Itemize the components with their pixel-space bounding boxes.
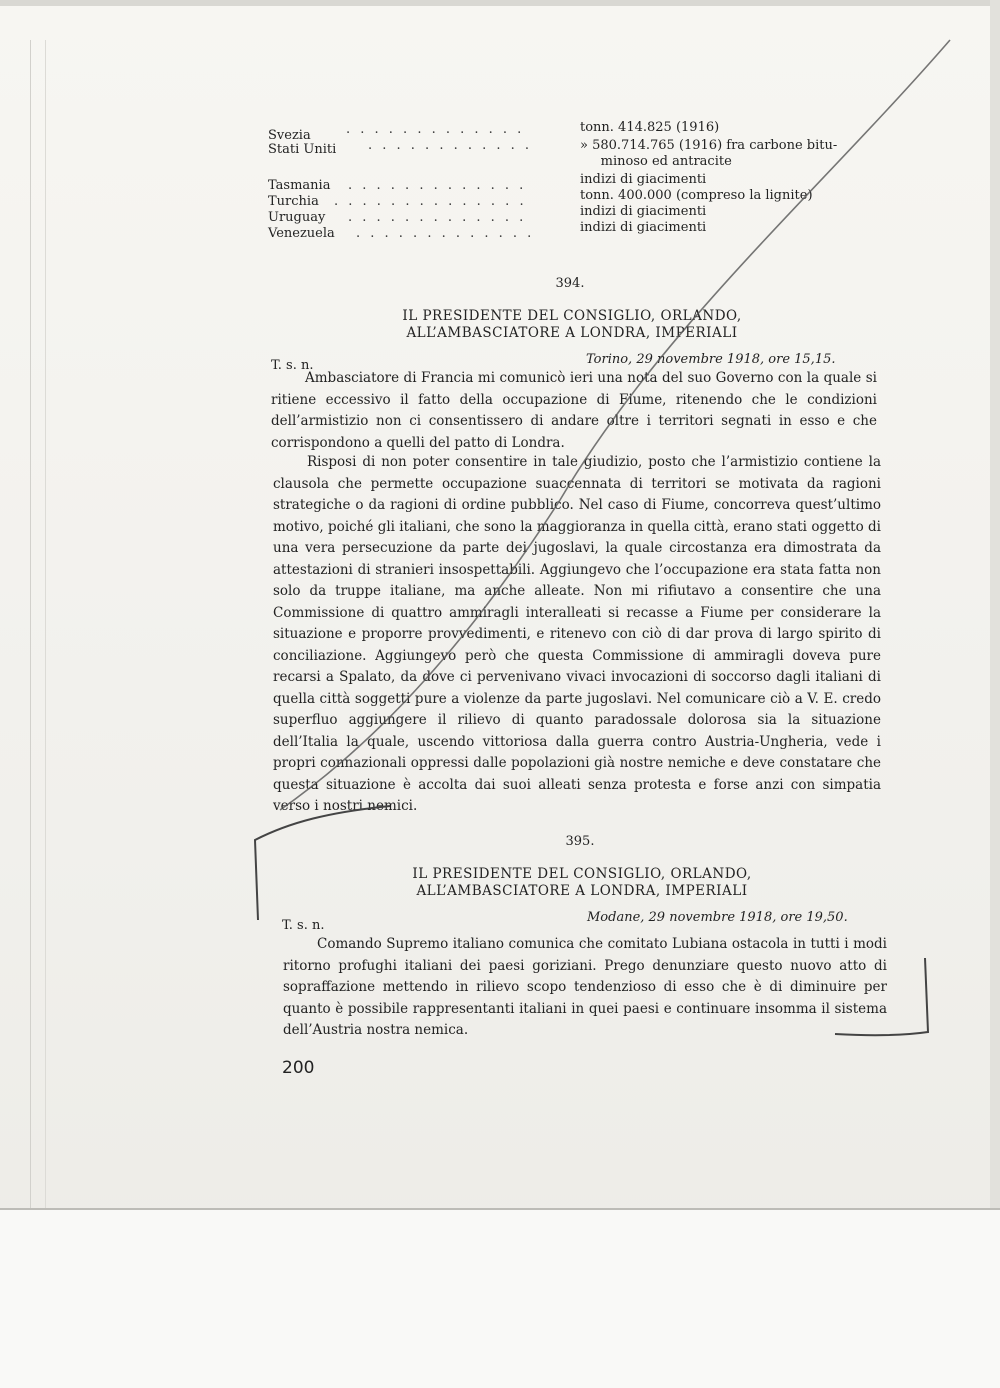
list-item [268, 186, 888, 209]
leader-dots: . . . . . . . . . . . . . [356, 226, 535, 241]
leader-dots: . . . . . . . . . . . . . [348, 210, 527, 225]
list-value: indizi di giacimenti [580, 220, 707, 235]
stacked-pages-edge [30, 40, 46, 1220]
country-name: Turchia [268, 194, 319, 209]
telegram-type: T. s. n. [271, 358, 314, 373]
page-number: 200 [282, 1058, 315, 1078]
list-value: tonn. 414.825 (1916) [580, 120, 720, 135]
dateline: Torino, 29 novembre 1918, ore 15,15. [586, 352, 836, 367]
telegram-type: T. s. n. [282, 918, 325, 933]
header-line: IL PRESIDENTE DEL CONSIGLIO, ORLANDO, [402, 308, 742, 324]
header-line: IL PRESIDENTE DEL CONSIGLIO, ORLANDO, [412, 866, 752, 882]
page-top-edge [0, 0, 1000, 6]
country-name: Tasmania [268, 178, 331, 193]
leader-dots: . . . . . . . . . . . . . . [334, 194, 527, 209]
mineral-list [268, 120, 888, 241]
paragraph: Comando Supremo italiano comunica che comitato Lubiana ostacola in tutti i modi ritorno profughi italiani dei paesi goriziani. Prego denunziare questo nuovo atto di sopraffazione mettendo in rilievo scopo tendenzioso di esso che è di diminuire per quanto è possibile rappresentanti italiani in quei paesi e continuare insomma il sistema dell’Austria nostra nemica. [283, 936, 887, 1038]
list-value: minoso ed antracite [580, 154, 732, 169]
header-line: ALL’AMBASCIATORE A LONDRA, IMPERIALI [406, 325, 738, 341]
country-name: Venezuela [268, 226, 335, 241]
list-value: indizi di giacimenti [580, 172, 707, 187]
country-name: Stati Uniti [268, 142, 337, 157]
list-value: tonn. 400.000 (compreso la lignite) [580, 188, 813, 203]
dateline: Modane, 29 novembre 1918, ore 19,50. [587, 910, 848, 925]
leader-dots: . . . . . . . . . . . . . [346, 122, 525, 137]
list-item [268, 120, 888, 143]
document-number: 395. [565, 834, 595, 849]
list-item [268, 138, 888, 157]
paragraph: Risposi di non poter consentire in tale giudizio, posto che l’armistizio contiene la clausola che permette occupazione suaccennata di territori se motivata da ragioni strategiche o da ragioni di ordine pubblico. Nel caso di Fiume, concorreva quest’ultimo motivo, poiché gli italiani, che sono la maggioranza in quella città, erano stati oggetto di una vera persecuzione da parte dei jugoslavi, la quale circostanza era dimostrata da attestazioni di stranieri insospettabili. Aggiungevo che l’occupazione era stata fatta non solo da truppe italiane, ma anche alleate. Non mi rifiutavo a consentire che una Commissione di quattro ammiragli interalleati si recasse a Fiume per considerare la situazione e proporre provvedimenti, e ritenevo con ciò di dar prova di largo spirito di conciliazione. Aggiungevo però che questa Commissione di ammiragli doveva pure recarsi a Spalato, da dove ci pervenivano vivaci invocazioni di soccorso dagli italiani di quella città soggetti pure a violenze da parte jugoslavi. Nel comunicare ciò a V. E. credo superfluo aggiungere il rilievo di quanto paradossale dolorosa sia la situazione dell’Italia la quale, uscendo vittoriosa dalla guerra contro Austria-Ungheria, vede i propri connazionali oppressi dalle popolazioni già nostre nemiche e deve constatare che questa situazione è accolta dai suoi alleati senza protesta e forse anzi con simpatia verso i nostri nemici. [273, 454, 881, 814]
list-value: » 580.714.765 (1916) fra carbone bitu- [580, 138, 838, 153]
paragraph: Ambasciatore di Francia mi comunicò ieri una nota del suo Governo con la quale si ritiene eccessivo il fatto della occupazione di Fiume, ritenendo che le condizioni dell’armistizio non ci consentissero di andare oltre i territori segnati in esso e che corrispondono a quelli del patto di Londra. [271, 370, 877, 451]
list-item [268, 218, 888, 241]
page-fold-area [0, 1208, 1000, 1388]
list-item [268, 170, 888, 193]
list-value: indizi di giacimenti [580, 204, 707, 219]
leader-dots: . . . . . . . . . . . . [368, 138, 533, 153]
leader-dots: . . . . . . . . . . . . . [348, 178, 527, 193]
document-header [312, 308, 832, 342]
document-number: 394. [555, 276, 585, 291]
list-item [268, 154, 888, 170]
header-line: ALL’AMBASCIATORE A LONDRA, IMPERIALI [416, 883, 748, 899]
country-name: Svezia [268, 128, 311, 143]
list-item [268, 202, 888, 225]
bracket-mark-left [255, 806, 390, 920]
country-name: Uruguay [268, 210, 326, 225]
page-right-edge [990, 0, 1000, 1386]
document-header [322, 866, 842, 900]
